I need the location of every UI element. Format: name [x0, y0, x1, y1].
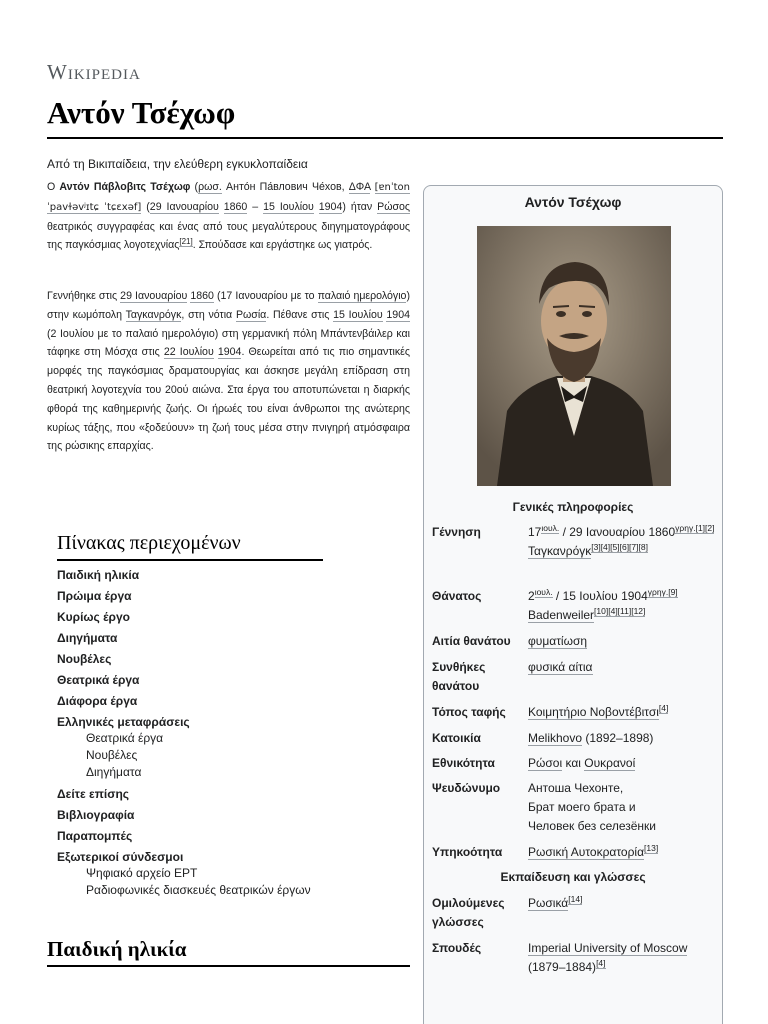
intro-paragraph-1: Ο Αντόν Πάβλοβιτς Τσέχωφ (ρωσ. Анто́н Па́влович Че́хов, ΔΦΑ [ɐnˈton ˈpavɫəvʲɪtɕ ˈtɕɛxəf] (29 Ιανουαρίου 1860 – 15 Ιουλίου 1904) ήταν Ρώσος θεατρικός συγγραφέας και ένας από τους μεγαλύτερους διηγηματογράφους της παγκόσμιας λογοτεχνίας[21]. Σπούδασε και εργάστηκε ως γιατρός. — [47, 181, 410, 252]
reference-link[interactable]: [14] — [568, 894, 583, 904]
reference-link[interactable]: [4] — [596, 958, 606, 968]
portrait-image[interactable] — [477, 226, 671, 486]
infobox-value — [528, 658, 716, 677]
residence-link[interactable]: Melikhovo — [528, 731, 583, 745]
section-heading-childhood: Παιδική ηλικία — [47, 937, 187, 961]
infobox-section-general: Γενικές πληροφορίες — [512, 500, 634, 514]
infobox-value — [528, 894, 716, 913]
toc-subitem-ert-archive[interactable]: Ψηφιακό αρχείο ΕΡΤ — [86, 866, 198, 880]
reference-link[interactable]: [3][4][5][6][7][8] — [591, 542, 648, 552]
infobox-label: Γέννηση — [432, 525, 481, 539]
gregorian-link[interactable]: γρηγ. — [647, 587, 669, 597]
death-place-link[interactable]: Badenweiler — [528, 608, 595, 622]
intro-paragraph-2: Γεννήθηκε στις 29 Ιανουαρίου 1860 (17 Ιανουαρίου με το παλαιό ημερολόγιο) στην κωμόπολη Ταγκανρόγκ, στη νότια Ρωσία. Πέθανε στις 15 Ιουλίου 1904 (2 Ιουλίου με το παλαιό ημερολόγιο) στη γερμανική πόλη Μπάντενβάιλερ και τάφηκε στη Μόσχα στις 22 Ιουλίου 1904. Θεωρείται από τις πιο σημαντικές μορφές της παγκόσμιας δραματουργίας και άσκησε μεγάλη επίδραση στη θεατρική λογοτεχνία του 20ού αιώνα. Στα έργα του αποτυπώνεται η διαρκής φθορά της καθημερινής ζωής. Οι ήρωές του είναι άνθρωποι της ανώτερης κυρίως τάξης, που «ξοδεύουν» τη ζωή τους μέσα στην πνιγηρή ατμόσφαιρα της ρώσικης επαρχίας. — [47, 290, 410, 453]
cause-link[interactable]: φυματίωση — [528, 634, 588, 648]
reference-link[interactable]: [1][2] — [695, 523, 715, 533]
wikipedia-logo[interactable]: Wikipedia — [47, 60, 141, 84]
old-calendar-link[interactable]: παλαιό ημερολόγιο — [317, 290, 407, 302]
portrait-illustration — [477, 226, 671, 486]
julian-link[interactable]: ιουλ. — [541, 523, 560, 533]
infobox-title: Αντόν Τσέχωφ — [524, 194, 622, 210]
toc-subitem-novellas[interactable]: Νουβέλες — [86, 748, 138, 762]
birth-year-link[interactable]: 1860 — [190, 290, 214, 302]
circumstances-link[interactable]: φυσικά αίτια — [528, 660, 593, 674]
infobox-label: Σπουδές — [432, 941, 482, 955]
infobox-label: Κατοικία — [432, 731, 481, 745]
toc-item-early-works[interactable]: Πρώιμα έργα — [57, 589, 132, 603]
infobox — [423, 185, 723, 1024]
birth-date-link[interactable]: 29 Ιανουαρίου — [120, 290, 188, 302]
gregorian-link[interactable]: γρηγ. — [675, 523, 696, 533]
infobox-value — [528, 703, 716, 722]
infobox-value: Ρώσοι και Ουκρανοί — [528, 756, 636, 770]
infobox-label: Τόπος ταφής — [432, 705, 506, 719]
infobox-label: Θάνατος — [432, 589, 482, 603]
death-year-link[interactable]: 1904 — [386, 308, 410, 321]
infobox-label: Ομιλούμενες γλώσσες — [432, 896, 505, 929]
nationality-link[interactable]: Ρώσος — [377, 200, 410, 213]
julian-link[interactable]: ιουλ. — [534, 587, 553, 597]
toc-item-other-works[interactable]: Διάφορα έργα — [57, 694, 138, 708]
site-tagline: Από τη Βικιπαίδεια, την ελεύθερη εγκυκλοπαίδεια — [47, 157, 308, 171]
ipa-pronunciation[interactable]: [ɐnˈton ˈpavɫəvʲɪtɕ ˈtɕɛxəf] — [47, 182, 410, 213]
infobox-value — [528, 843, 716, 862]
infobox-value: $2^{\iota o\upsilon\lambda.} / 15$ Ιουλίου $1904^{\gamma\rho\eta\gamma.[9]}$ Badenweiler[10][4][11][12] — [528, 587, 678, 622]
infobox-label: Συνθήκες θανάτου — [432, 660, 486, 693]
death-date-link[interactable]: 15 Ιουλίου — [333, 308, 383, 321]
reference-21[interactable]: [21] — [179, 236, 193, 246]
infobox-label: Εθνικότητα — [432, 756, 495, 770]
reference-link[interactable]: [9] — [668, 587, 678, 597]
toc-item-novellas[interactable]: Νουβέλες — [57, 652, 112, 666]
toc-item-references[interactable]: Παραπομπές — [57, 829, 133, 843]
toc-item-main-work[interactable]: Κυρίως έργο — [57, 610, 130, 624]
reference-link[interactable]: [4] — [658, 703, 669, 713]
toc-item-greek-translations[interactable]: Ελληνικές μεταφράσεις — [57, 715, 190, 729]
ethnicity-link-ukrainians[interactable]: Ουκρανοί — [584, 756, 636, 770]
toc-subitem-radio-adaptations[interactable]: Ραδιοφωνικές διασκευές θεατρικών έργων — [86, 883, 311, 897]
toc-divider — [57, 559, 323, 561]
section-divider — [47, 965, 410, 967]
birth-year-link[interactable]: 1860 — [223, 200, 248, 213]
language-link[interactable]: Ρωσικά — [528, 896, 569, 910]
reference-link[interactable]: [13] — [644, 843, 659, 853]
infobox-value: Melikhovo (1892–1898) — [528, 731, 654, 745]
birth-place-link[interactable]: Ταγκανρόγκ — [528, 544, 592, 558]
toc-item-plays[interactable]: Θεατρικά έργα — [57, 673, 140, 687]
burial-date-link[interactable]: 22 Ιουλίου — [163, 346, 214, 359]
infobox-label: Αιτία θανάτου — [432, 634, 511, 648]
infobox-value: $17^{\iota o\upsilon\lambda.} / 29$ Ιανουαρίου $1860^{\gamma\rho\eta\gamma.[1][2]}$ Ταγκανρόγκ[3][4][5][6][7][8] — [528, 523, 715, 558]
russia-link[interactable]: Ρωσία — [235, 308, 267, 321]
citizenship-link[interactable]: Ρωσική Αυτοκρατορία — [528, 845, 645, 859]
ethnicity-link-russians[interactable]: Ρώσοι — [528, 756, 563, 770]
toc-title: Πίνακας περιεχομένων — [57, 532, 241, 554]
infobox-label: Υπηκοότητα — [432, 845, 503, 859]
table-of-contents — [57, 566, 357, 899]
toc-item-see-also[interactable]: Δείτε επίσης — [57, 787, 130, 801]
death-year-link[interactable]: 1904 — [318, 200, 343, 213]
toc-item-childhood[interactable]: Παιδική ηλικία — [57, 568, 140, 582]
toc-item-external-links[interactable]: Εξωτερικοί σύνδεσμοι — [57, 850, 184, 864]
burial-year-link[interactable]: 1904 — [217, 346, 242, 359]
reference-link[interactable]: [10][4][11][12] — [594, 606, 646, 616]
page-title: Αντόν Τσέχωφ — [47, 95, 236, 130]
university-link[interactable]: Imperial University of Moscow — [528, 941, 688, 955]
taganrog-link[interactable]: Ταγκανρόγκ — [125, 308, 182, 321]
russian-name: Анто́н Па́влович Че́хов — [226, 181, 342, 193]
infobox-label: Ψευδώνυμο — [432, 781, 501, 795]
burial-place-link[interactable]: Κοιμητήριο Νοβοντέβιτσι — [528, 705, 659, 719]
title-divider — [47, 137, 723, 139]
toc-item-bibliography[interactable]: Βιβλιογραφία — [57, 808, 135, 822]
death-date-link[interactable]: 15 Ιουλίου — [263, 200, 314, 213]
infobox-value: Антоша Чехонте, Брат моего брата и Человек без селезёнки — [528, 781, 657, 833]
infobox-value — [528, 632, 716, 651]
lang-link[interactable]: ρωσ. — [198, 181, 222, 193]
subject-name: Αντόν Πάβλοβιτς Τσέχωφ — [59, 181, 191, 193]
birth-date-link[interactable]: 29 Ιανουαρίου — [149, 200, 219, 213]
ipa-link[interactable]: ΔΦΑ — [348, 181, 371, 193]
infobox-section-education: Εκπαίδευση και γλώσσες — [500, 870, 646, 884]
toc-subitem-plays[interactable]: Θεατρικά έργα — [86, 731, 164, 745]
infobox-value: Imperial University of Moscow (1879–1884)[4] — [528, 941, 688, 974]
toc-subitem-short-stories[interactable]: Διηγήματα — [86, 765, 142, 779]
toc-item-short-stories[interactable]: Διηγήματα — [57, 631, 118, 645]
